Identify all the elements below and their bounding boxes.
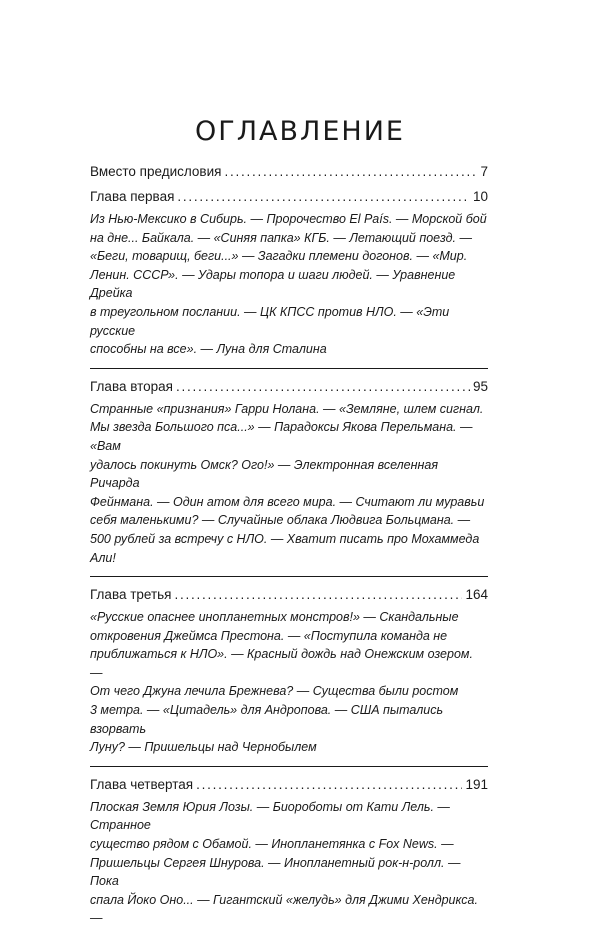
chapter-summary (90, 798, 488, 928)
summary-line: удалось покинуть Омск? Ого!» — Электронная вселенная Ричарда (90, 457, 439, 491)
toc-entry-chapter-1[interactable] (90, 187, 488, 359)
toc-entry-heading[interactable] (90, 775, 488, 794)
summary-line: 3 метра. — «Цитадель» для Андропова. — США пытались взорвать (90, 703, 444, 736)
summary-line: Луну? — Пришельцы над Чернобылем (90, 740, 317, 755)
summary-line: «Русские опаснее инопланетных монстров!» — Скандальные (90, 610, 459, 625)
toc-entry-chapter-4[interactable] (90, 775, 488, 928)
toc-entry-page: 164 (465, 587, 488, 603)
toc-entry-chapter-3[interactable] (90, 585, 488, 757)
section-divider (90, 368, 488, 369)
toc-entry-page: 10 (472, 189, 488, 204)
toc-entry-label: Глава вторая (90, 378, 173, 394)
toc-entry-heading[interactable] (90, 162, 488, 181)
section-divider (90, 766, 488, 767)
chapter-summary (90, 400, 488, 567)
leader-dots (224, 162, 477, 181)
summary-line: 500 рублей за встречу с НЛО. — Хватит писать про Мохаммеда Али! (90, 531, 480, 565)
summary-line: приближаться к НЛО». — Красный дождь над Онежским озером. — (90, 647, 473, 680)
toc-entry-label: Глава первая (90, 189, 175, 204)
summary-line: себя маленькими? — Случайные облака Людвига Больцмана. — (90, 513, 471, 528)
toc-entry-heading[interactable] (90, 585, 488, 604)
summary-line: в треугольном послании. — ЦК КПСС против НЛО. — «Эти русские (90, 304, 450, 338)
summary-line: Фейнмана. — Один атом для всего мира. — Считают ли муравьи (90, 494, 485, 509)
toc-entry-heading[interactable] (90, 377, 488, 396)
leader-dots (177, 187, 470, 206)
summary-line: на дне... Байкала. — «Синяя папка» КГБ. — Летающий поезд. — (90, 230, 473, 245)
chapter-summary (90, 608, 488, 757)
leader-dots (176, 377, 470, 396)
leader-dots (175, 585, 463, 604)
leader-dots (196, 775, 462, 794)
summary-line: Странные «признания» Гарри Нолана. — «Земляне, шлем сигнал. (90, 401, 484, 416)
toc-entry-page: 7 (480, 164, 488, 179)
toc-entry-label: Глава четвертая (90, 776, 194, 792)
toc-entry-label: Вместо предисловия (90, 164, 222, 179)
toc-entry-heading[interactable] (90, 187, 488, 206)
summary-line: Ленин. СССР». — Удары топора и шаги людей. — Уравнение Дрейка (90, 267, 456, 301)
summary-line: спала Йоко Оно... — Гигантский «желудь» для Джими Хендрикса. — (90, 892, 478, 926)
toc-entry-chapter-2[interactable] (90, 377, 488, 567)
summary-line: существо рядом с Обамой. — Инопланетянка с Fox News. — (90, 837, 454, 852)
toc-entry-label: Глава третья (90, 587, 172, 603)
summary-line: Пришельцы Сергея Шнурова. — Инопланетный рок-н-ролл. — Пока (90, 855, 461, 889)
toc-entry-foreword[interactable] (90, 162, 488, 181)
toc-entry-page: 191 (465, 776, 488, 792)
chapter-summary (90, 210, 488, 359)
table-of-contents (90, 162, 488, 928)
toc-entry-page: 95 (472, 378, 488, 394)
page-title: ОГЛАВЛЕНИЕ (195, 116, 405, 147)
section-divider (90, 576, 488, 577)
summary-line: способны на все». — Луна для Сталина (90, 342, 327, 357)
summary-line: Из Нью-Мексико в Сибирь. — Пророчество El País. — Морской бой (90, 212, 487, 226)
summary-line: Мы звезда Большого пса...» — Парадоксы Якова Перельмана. — «Вам (90, 420, 473, 453)
summary-line: «Беги, товарищ, беги...» — Загадки племени догонов. — «Мир. (90, 249, 468, 264)
summary-line: откровения Джеймса Престона. — «Поступила команда не (90, 628, 448, 643)
summary-line: От чего Джуна лечила Брежнева? — Существа были ростом (90, 684, 459, 699)
summary-line: Плоская Земля Юрия Лозы. — Биороботы от Кати Лель. — Странное (90, 799, 450, 833)
